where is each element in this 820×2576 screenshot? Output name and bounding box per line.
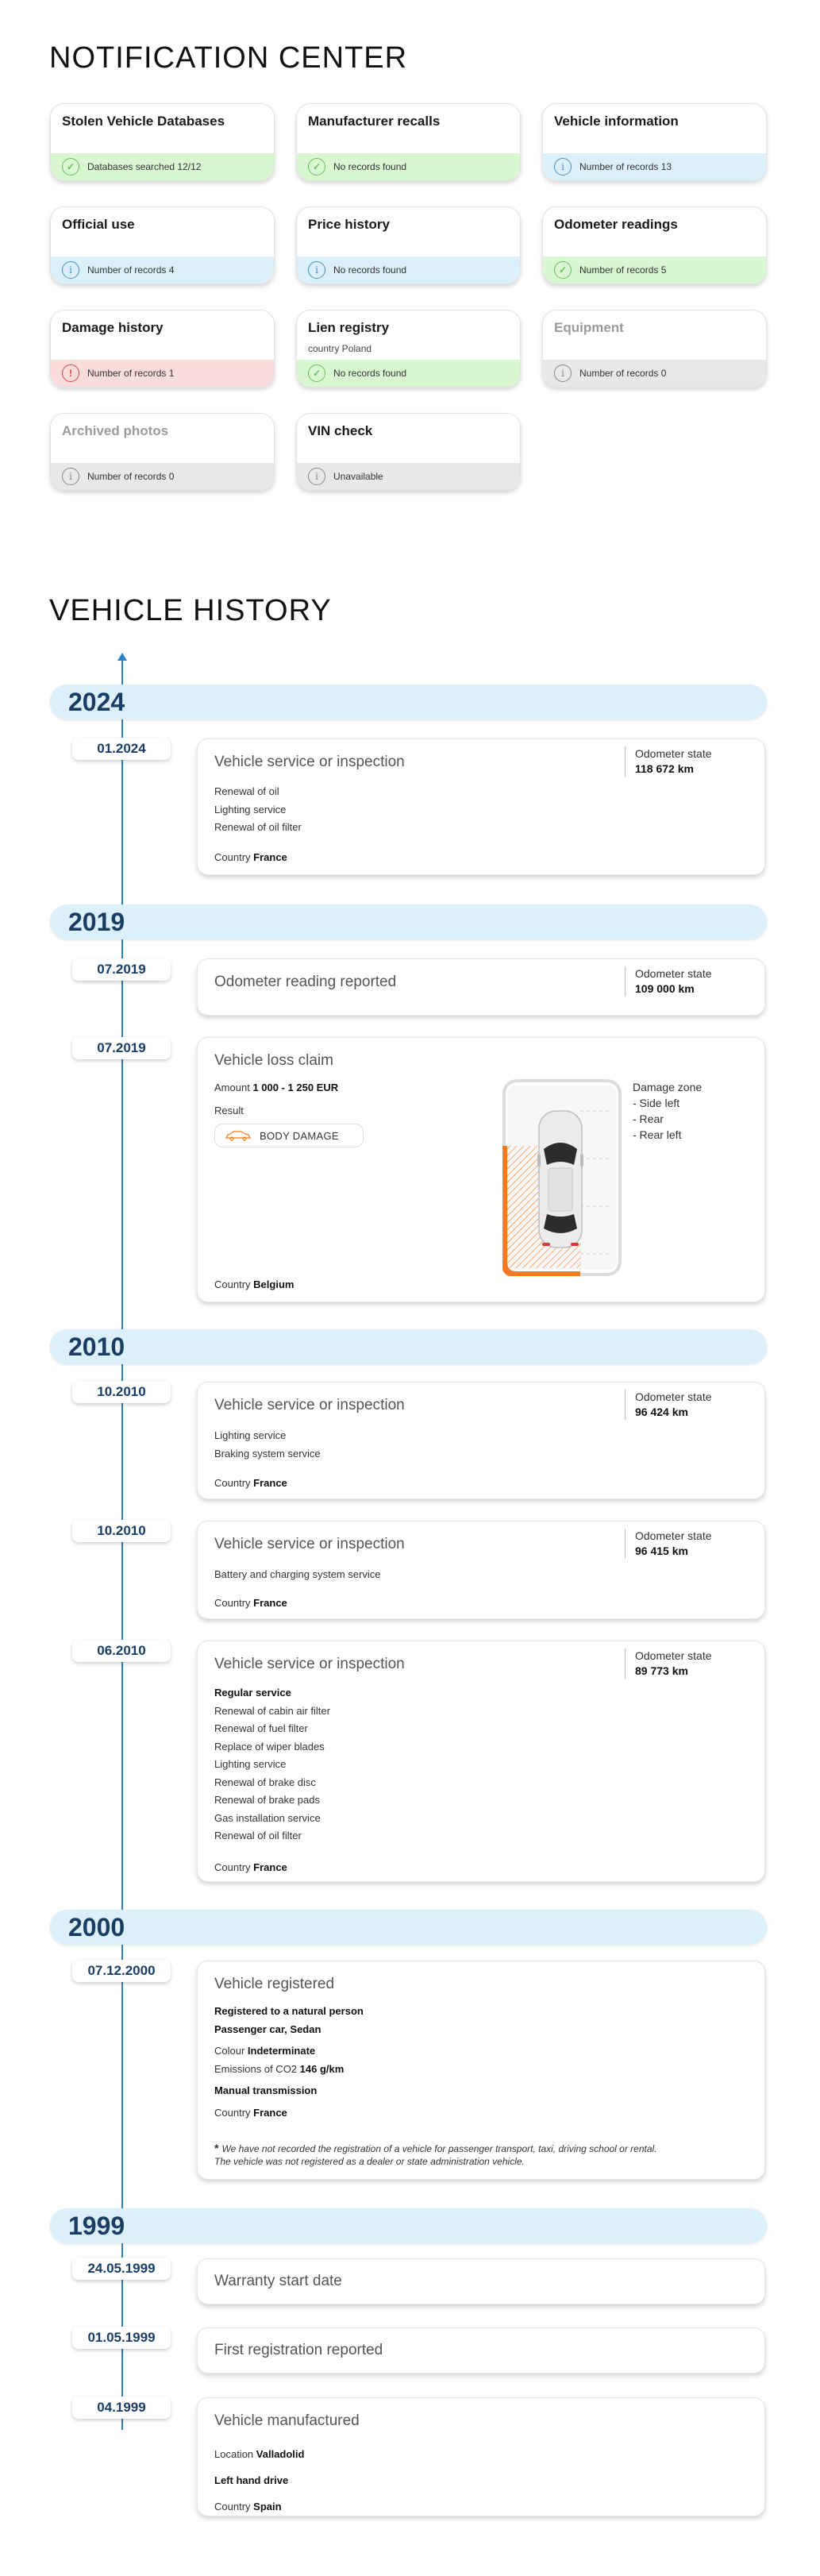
event-title: Vehicle registered	[214, 1976, 335, 1992]
event-card-service	[197, 738, 765, 875]
event-date: 04.1999	[72, 2397, 171, 2419]
event-card-service	[197, 1382, 765, 1499]
notification-card-lien-registry[interactable]	[296, 310, 521, 388]
damage-zone-diagram	[502, 1079, 622, 1276]
event-card-service	[197, 1641, 765, 1882]
year-label: 2000	[68, 1913, 125, 1942]
card-title: Lien registry	[308, 320, 390, 335]
service-item: Gas installation service	[214, 1811, 321, 1824]
event-card-manufactured	[197, 2397, 765, 2516]
info-icon: i	[308, 468, 325, 485]
odometer-state	[625, 1649, 712, 1679]
country-label: Country	[214, 1597, 251, 1609]
service-item: Renewal of oil filter	[214, 1830, 302, 1841]
event-card-warranty	[197, 2258, 765, 2304]
odometer-label: Odometer state	[635, 1390, 712, 1403]
event-date: 10.2010	[72, 1520, 171, 1542]
notification-card-archived-photos[interactable]	[50, 413, 275, 491]
drive-side-text: Left hand drive	[214, 2474, 289, 2486]
owner-text: Registered to a natural person	[214, 2005, 364, 2017]
year-bar-2000	[50, 1910, 767, 1945]
car-outline-icon	[225, 1129, 252, 1142]
location-label: Location	[214, 2448, 254, 2460]
event-card-service	[197, 1521, 765, 1619]
card-status-bar	[297, 463, 520, 490]
manufacture-location	[214, 2441, 304, 2467]
odometer-value: 118 672 km	[635, 762, 694, 775]
event-title: Vehicle service or inspection	[214, 1397, 405, 1413]
transmission-text: Manual transmission	[214, 2084, 318, 2096]
amount-label: Amount	[214, 1082, 250, 1093]
card-status-text: Unavailable	[333, 471, 383, 482]
card-title: Stolen Vehicle Databases	[62, 114, 225, 129]
vehicle-type	[214, 2021, 364, 2039]
card-title: Vehicle information	[554, 114, 679, 129]
card-status-text: Number of records 4	[87, 264, 175, 276]
year-bar-2010	[50, 1329, 767, 1364]
country-label: Country	[214, 1477, 251, 1489]
card-title: VIN check	[308, 423, 373, 438]
year-bar-1999	[50, 2208, 767, 2243]
event-card-odometer-reading	[197, 958, 765, 1016]
damage-zone-item: - Rear	[633, 1113, 664, 1125]
notification-center-title: NOTIFICATION CENTER	[49, 41, 408, 75]
card-status-text: Number of records 13	[579, 161, 672, 172]
claim-details	[214, 1079, 338, 1120]
service-item: Renewal of oil	[214, 785, 279, 797]
event-date: 06.2010	[72, 1640, 171, 1662]
odometer-state	[625, 1529, 712, 1559]
event-country	[214, 1278, 294, 1290]
colour-label: Colour	[214, 2045, 245, 2057]
year-bar-2019	[50, 904, 767, 939]
check-icon: ✓	[554, 261, 572, 279]
country-label: Country	[214, 1278, 251, 1290]
card-title: Price history	[308, 217, 390, 232]
note-line: We have not recorded the registration of a vehicle for passenger transport, taxi, driving school or rental.	[221, 2143, 657, 2154]
card-status-text: No records found	[333, 368, 407, 379]
card-status-bar	[51, 153, 274, 180]
check-icon: ✓	[308, 158, 325, 175]
info-icon: i	[554, 158, 572, 175]
event-country	[214, 1477, 287, 1489]
damage-zone-label: Damage zone	[633, 1081, 703, 1093]
event-country	[214, 1597, 287, 1609]
event-card-first-registration	[197, 2327, 765, 2374]
event-country	[214, 1861, 287, 1873]
service-item: Renewal of fuel filter	[214, 1722, 308, 1734]
card-title: Archived photos	[62, 423, 169, 438]
event-date: 07.12.2000	[72, 1960, 171, 1982]
notification-card-official-use[interactable]	[50, 206, 275, 284]
badge-label: BODY DAMAGE	[260, 1129, 339, 1142]
card-status-bar	[543, 153, 766, 180]
event-title: First registration reported	[214, 2342, 383, 2358]
notification-card-vin-check[interactable]	[296, 413, 521, 491]
event-title: Vehicle service or inspection	[214, 1656, 405, 1672]
card-status-bar	[51, 360, 274, 387]
registration-details	[214, 2003, 364, 2122]
service-item: Lighting service	[214, 1758, 287, 1770]
country-value: France	[253, 1861, 287, 1873]
service-heading-text: Regular service	[214, 1687, 291, 1699]
co2-label: Emissions of CO2	[214, 2062, 298, 2075]
service-item: Braking system service	[214, 1447, 321, 1460]
event-title: Vehicle manufactured	[214, 2412, 360, 2429]
manufacture-details	[214, 2441, 304, 2520]
info-icon: i	[62, 468, 79, 485]
vehicle-emissions	[214, 2061, 364, 2079]
event-date: 24.05.1999	[72, 2258, 171, 2280]
note-asterisk: *	[214, 2142, 219, 2154]
year-label: 1999	[68, 2212, 125, 2240]
card-status-text: No records found	[333, 264, 407, 276]
notification-card-equipment[interactable]	[542, 310, 767, 388]
odometer-state	[625, 746, 712, 777]
country-label: Country	[214, 1861, 251, 1873]
odometer-state	[625, 966, 712, 997]
co2-value: 146 g/km	[299, 2062, 345, 2075]
notification-card-manufacturer-recalls[interactable]	[296, 103, 521, 181]
info-icon: i	[308, 261, 325, 279]
country-value: Belgium	[253, 1278, 295, 1290]
event-country	[214, 851, 287, 863]
event-card-loss-claim	[197, 1037, 765, 1302]
card-status-text: Number of records 0	[87, 471, 175, 482]
service-item: Renewal of cabin air filter	[214, 1704, 330, 1717]
odometer-value: 96 424 km	[635, 1406, 688, 1418]
card-title: Official use	[62, 217, 135, 232]
note-line: The vehicle was not registered as a dealer or state administration vehicle.	[214, 2156, 525, 2167]
colour-value: Indeterminate	[247, 2045, 316, 2057]
claim-result-label: Result	[214, 1104, 244, 1116]
vehicle-type-text: Passenger car, Sedan	[214, 2023, 321, 2035]
car-top-view-icon	[537, 1111, 583, 1248]
country-label: Country	[214, 2106, 251, 2119]
event-date: 07.2019	[72, 1037, 171, 1059]
card-title: Odometer readings	[554, 217, 678, 232]
event-title: Vehicle loss claim	[214, 1052, 333, 1069]
claim-amount	[214, 1079, 338, 1097]
card-title: Manufacturer recalls	[308, 114, 441, 129]
card-title: Equipment	[554, 320, 624, 335]
notification-card-vehicle-information[interactable]	[542, 103, 767, 181]
event-title: Vehicle service or inspection	[214, 1536, 405, 1552]
damage-zone-item: - Rear left	[633, 1128, 682, 1141]
event-title: Odometer reading reported	[214, 974, 397, 990]
event-title: Vehicle service or inspection	[214, 754, 405, 770]
notification-card-price-history[interactable]	[296, 206, 521, 284]
year-label: 2024	[68, 688, 125, 716]
notification-card-damage-history[interactable]	[50, 310, 275, 388]
year-label: 2010	[68, 1332, 125, 1361]
country-value: France	[253, 2106, 287, 2119]
event-date: 01.05.1999	[72, 2327, 171, 2349]
vehicle-transmission	[214, 2082, 364, 2100]
event-country	[214, 2104, 364, 2123]
year-bar-2024	[50, 684, 767, 719]
service-list	[214, 1427, 321, 1463]
card-status-bar	[543, 360, 766, 387]
location-value: Valladolid	[256, 2448, 305, 2460]
country-value: France	[253, 851, 287, 863]
event-title: Warranty start date	[214, 2273, 342, 2289]
card-title: Damage history	[62, 320, 164, 335]
registration-note	[214, 2142, 657, 2168]
service-list	[214, 1566, 381, 1584]
card-status-text: Number of records 5	[579, 264, 667, 276]
service-item: Renewal of brake disc	[214, 1776, 316, 1788]
odometer-label: Odometer state	[635, 747, 712, 760]
country-value: Spain	[253, 2501, 282, 2512]
service-item: Lighting service	[214, 1429, 287, 1441]
service-item: Replace of wiper blades	[214, 1740, 325, 1753]
notification-card-odometer-readings[interactable]	[542, 206, 767, 284]
event-date: 07.2019	[72, 958, 171, 981]
registration-owner	[214, 2003, 364, 2021]
card-status-bar	[51, 463, 274, 490]
odometer-value: 89 773 km	[635, 1664, 688, 1677]
damage-zone-item: - Side left	[633, 1097, 680, 1109]
odometer-label: Odometer state	[635, 1649, 712, 1662]
card-status-bar	[297, 360, 520, 387]
card-status-bar	[297, 256, 520, 283]
service-item: Battery and charging system service	[214, 1568, 381, 1580]
vehicle-colour	[214, 2042, 364, 2061]
check-icon: ✓	[62, 158, 79, 175]
event-card-registered	[197, 1961, 765, 2180]
check-icon: ✓	[308, 364, 325, 382]
card-status-bar	[297, 153, 520, 180]
event-date: 10.2010	[72, 1381, 171, 1403]
card-status-text: Databases searched 12/12	[87, 161, 202, 172]
alert-icon: !	[62, 364, 79, 382]
service-item: Lighting service	[214, 803, 287, 816]
drive-side	[214, 2467, 304, 2493]
odometer-label: Odometer state	[635, 1529, 712, 1542]
card-status-bar	[543, 256, 766, 283]
info-icon: i	[554, 364, 572, 382]
country-value: France	[253, 1477, 287, 1489]
card-subtitle: country Poland	[308, 343, 372, 354]
amount-value: 1 000 - 1 250 EUR	[252, 1082, 339, 1093]
service-list	[214, 1684, 330, 1845]
service-item: Renewal of brake pads	[214, 1794, 320, 1806]
service-item: Renewal of oil filter	[214, 821, 302, 833]
card-status-text: Number of records 1	[87, 368, 175, 379]
card-status-bar	[51, 256, 274, 283]
year-label: 2019	[68, 908, 125, 936]
card-status-text: No records found	[333, 161, 407, 172]
body-damage-badge	[214, 1124, 364, 1147]
odometer-value: 96 415 km	[635, 1544, 688, 1557]
damage-zone-list	[633, 1079, 702, 1143]
vehicle-history-title: VEHICLE HISTORY	[49, 594, 332, 627]
country-value: France	[253, 1597, 287, 1609]
card-status-text: Number of records 0	[579, 368, 667, 379]
notification-card-stolen-vehicle[interactable]	[50, 103, 275, 181]
event-date: 01.2024	[72, 738, 171, 760]
info-icon: i	[62, 261, 79, 279]
service-heading	[214, 1684, 330, 1703]
country-label: Country	[214, 851, 251, 863]
service-list	[214, 783, 302, 837]
country-label: Country	[214, 2501, 251, 2512]
odometer-state	[625, 1390, 712, 1420]
odometer-label: Odometer state	[635, 967, 712, 980]
event-country	[214, 2493, 304, 2520]
odometer-value: 109 000 km	[635, 982, 695, 995]
